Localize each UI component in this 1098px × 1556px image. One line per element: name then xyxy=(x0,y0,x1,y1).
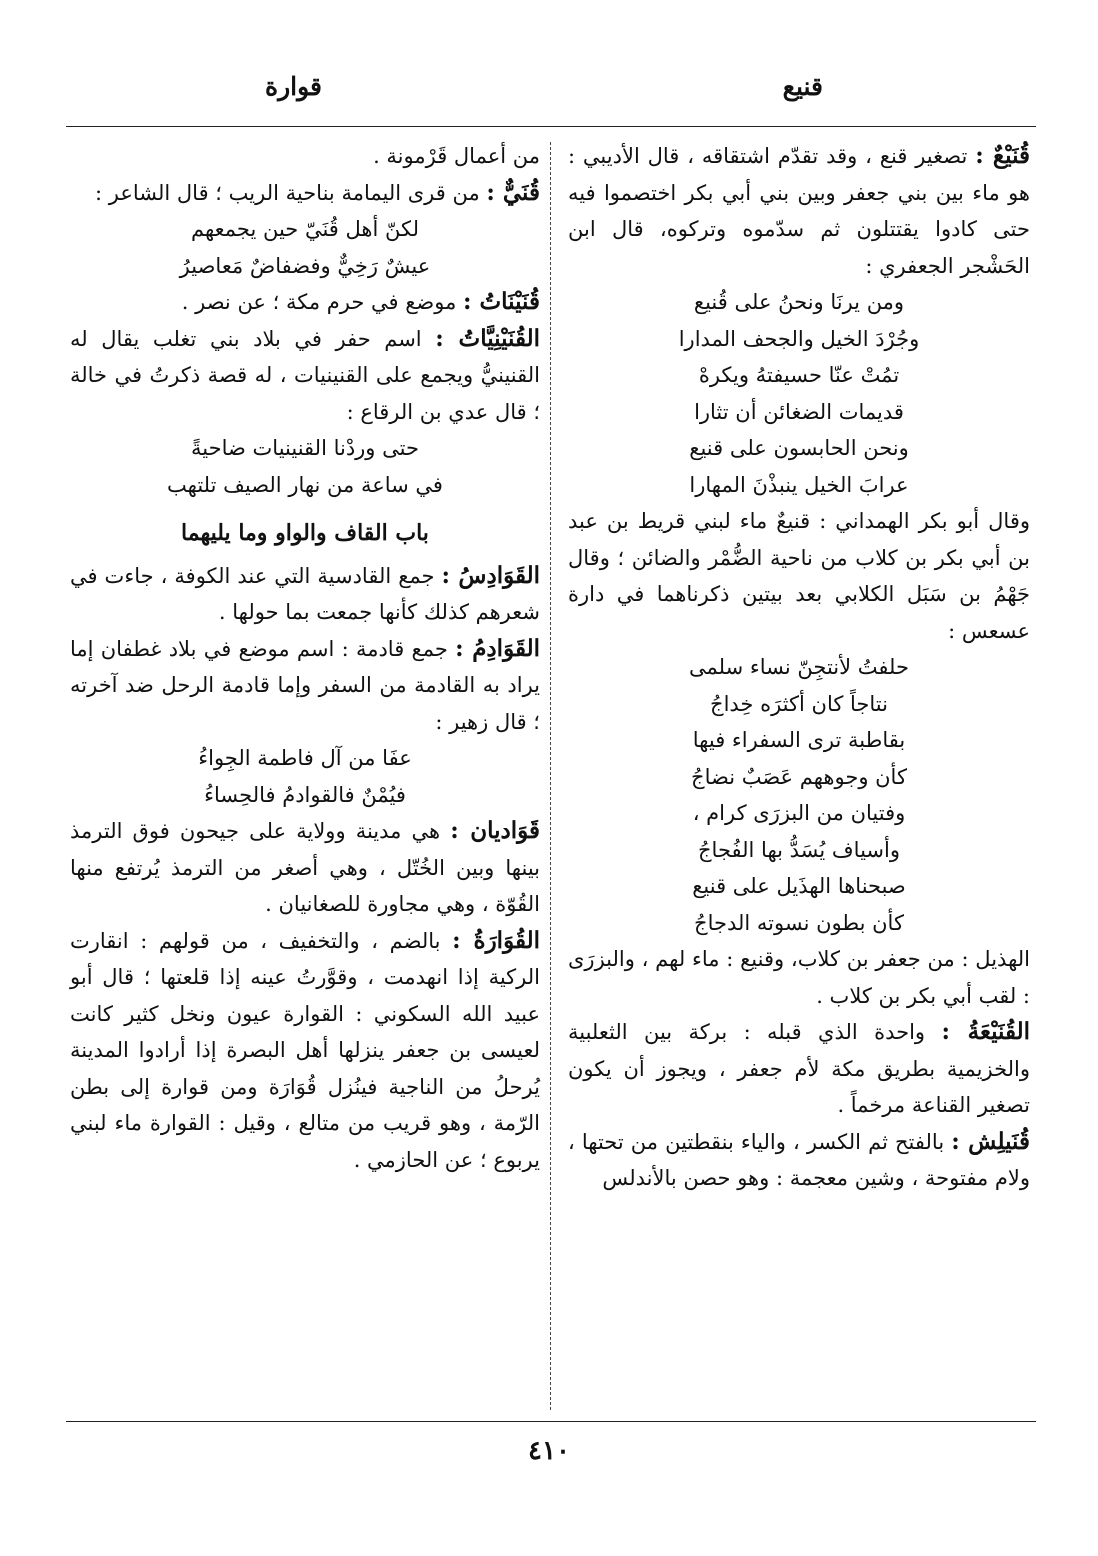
dictionary-entry xyxy=(70,321,540,431)
verse-line: حلفتُ لأنتجِنّ نساء سلمى xyxy=(689,655,909,679)
dictionary-entry xyxy=(568,503,1030,649)
entry-body: اسم حفر في بلاد بني تغلب يقال له القنينيُّ ويجمع على القنينيات ، له قصة ذكرتُ في خالة ؛ قال عدي بن الرقاع : xyxy=(70,326,540,424)
verse-line: لكنّ أهل قُنَيّ حين يجمعهم xyxy=(190,217,419,241)
entry-body: هي مدينة وولاية على جيحون فوق الترمذ بينها وبين الخُتّل ، وهي أصغر من الترمذ يُرتفع منها القُوّة ، وهي مجاورة للصغانيان . xyxy=(70,819,540,916)
dictionary-entry xyxy=(70,558,540,631)
verse-line: نتاجاً كان أكثرَه خِداجُ xyxy=(710,691,888,716)
dictionary-entry xyxy=(568,1124,1030,1197)
dictionary-entry xyxy=(70,631,540,741)
verse-line: بقاطبة ترى السفراء فيها xyxy=(692,728,906,752)
dictionary-entry xyxy=(70,138,540,175)
left-column xyxy=(70,138,540,1416)
verse-line: كأن بطون نسوته الدجاجُ xyxy=(694,910,904,935)
header-right-word: قنيع xyxy=(782,72,823,101)
verse-line: في ساعة من نهار الصيف تلتهب xyxy=(167,472,443,497)
dictionary-entry xyxy=(568,941,1030,1014)
entry-term: قُنَيٌّ : xyxy=(486,178,540,206)
entry-term: القُنَيْعَةُ : xyxy=(941,1018,1030,1045)
verse-line: عفَا من آل فاطمة الجِواءُ xyxy=(198,746,412,770)
dictionary-entry xyxy=(568,1014,1030,1124)
running-header xyxy=(60,72,1038,116)
entry-body: بالفتح ثم الكسر ، والياء بنقطتين من تحتها ، ولام مفتوحة ، وشين معجمة : وهو حصن بالأندلس xyxy=(568,1129,1030,1190)
verse-line: عرابَ الخيل ينبذْنَ المهارا xyxy=(689,472,909,497)
entry-body: الهذيل : من جعفر بن كلاب، وقنيع : ماء لهم ، والبزرَى : لقب أبي بكر بن كلاب . xyxy=(568,947,1030,1008)
entry-term: قُنَيْنَاتُ : xyxy=(463,288,540,315)
page-number: ٤١٠ xyxy=(528,1436,570,1466)
verse-line: وجُرْدَ الخيل والجحف المدارا xyxy=(678,326,920,351)
dictionary-entry xyxy=(70,923,540,1179)
entry-body: واحدة الذي قبله : بركة بين الثعلبية والخزيمية بطريق مكة لأم جعفر ، ويجوز أن يكون تصغير القناعة مرخماً . xyxy=(568,1020,1030,1117)
verse-line: ومن يرنَا ونحنُ على قُنيع xyxy=(693,290,905,314)
section-heading: باب القاف والواو وما يليهما xyxy=(181,520,429,546)
entry-term: قُنَيلِش : xyxy=(951,1127,1030,1155)
entry-term: قُنَيْعٌ : xyxy=(975,142,1030,169)
entry-term: القَوَادِسُ : xyxy=(441,561,540,589)
entry-body: من قرى اليمامة بناحية الريب ؛ قال الشاعر : xyxy=(95,180,487,205)
verse-line: تمُتْ عنّا حسيفتهُ ويكرهْ xyxy=(698,363,900,387)
verse-line: كأن وجوههم عَصَبٌ نضاجُ xyxy=(691,764,907,789)
dictionary-entry xyxy=(70,813,540,923)
entry-body: موضع في حرم مكة ؛ عن نصر . xyxy=(181,290,464,314)
dictionary-entry xyxy=(568,138,1030,284)
entry-body: جمع القادسية التي عند الكوفة ، جاءت في شعرهم كذلك كأنها جمعت بما حولها . xyxy=(70,563,540,624)
verse-line: عيشٌ رَخِيٌّ وفضفاضٌ مَعاصيرُ xyxy=(179,253,431,278)
verse-line: قديمات الضغائن أن تثارا xyxy=(694,399,904,424)
verse-line: حتى وردْنا القنينيات ضاحيةً xyxy=(191,436,419,460)
column-divider xyxy=(550,142,551,1410)
right-column xyxy=(568,138,1030,1416)
entry-body: من أعمال قَرْمونة . xyxy=(373,144,540,168)
verse-line: فيُمْنٌ فالقوادمُ فالحِساءُ xyxy=(204,782,406,807)
header-left-word: قوارة xyxy=(265,72,322,101)
entry-body: تصغير قنع ، وقد تقدّم اشتقاقه ، قال الأديبي : هو ماء بين بني جعفر وبين بني أبي بكر اختصموا فيه حتى كادوا يقتتلون ثم سدّموه وتركوه، قال ابن الحَشْجر الجعفري : xyxy=(568,144,1030,278)
bottom-rule xyxy=(66,1421,1036,1422)
verse-line: وأسياف يُسَدُّ بها الفُجاجُ xyxy=(698,837,900,862)
top-rule xyxy=(66,126,1036,127)
entry-term: القُنَيْنِيَّاتُ : xyxy=(435,324,541,352)
entry-body: بالضم ، والتخفيف ، من قولهم : انقارت الركية إذا انهدمت ، وقوَّرتُ عينه إذا قلعتها ؛ قال أبو عبيد الله السكوني : القوارة عيون ونخل كثير كانت لعيسى بن جعفر ينزلها أهل البصرة إذا أرادوا المدينة يُرحلُ من الناجية فينُزل قُوَارَة ومن قوارة إلى بطن الرّمة ، وهو قريب من متالع ، وقيل : القوارة ماء لبني يربوع ؛ عن الحازمي . xyxy=(70,928,540,1172)
entry-term: القَوَادِمُ : xyxy=(455,634,540,662)
entry-body: جمع قادمة : اسم موضع في بلاد غطفان إما يراد به القادمة من السفر وإما قادمة الرحل ضد آخرته ؛ قال زهير : xyxy=(70,636,540,734)
entry-body: وقال أبو بكر الهمداني : قنيعٌ ماء لبني قريط بن عبد بن أبي بكر بن كلاب من ناحية الضُّمْر والضائن ؛ وقال جَهْمُ بن سَبَل الكلابي بعد بيتين ذكرناهما في دارة عسعس : xyxy=(568,509,1030,643)
verse-line: ونحن الحابسون على قنيع xyxy=(689,436,909,460)
verse-line: وفتيان من البزرَى كرام ، xyxy=(692,801,906,825)
entry-term: قَوَاديان : xyxy=(450,817,541,844)
verse-line: صبحناها الهذَيل على قنيع xyxy=(692,874,906,898)
entry-term: القُوَارَةُ : xyxy=(452,926,540,954)
dictionary-entry xyxy=(70,284,540,321)
dictionary-entry xyxy=(70,175,540,212)
